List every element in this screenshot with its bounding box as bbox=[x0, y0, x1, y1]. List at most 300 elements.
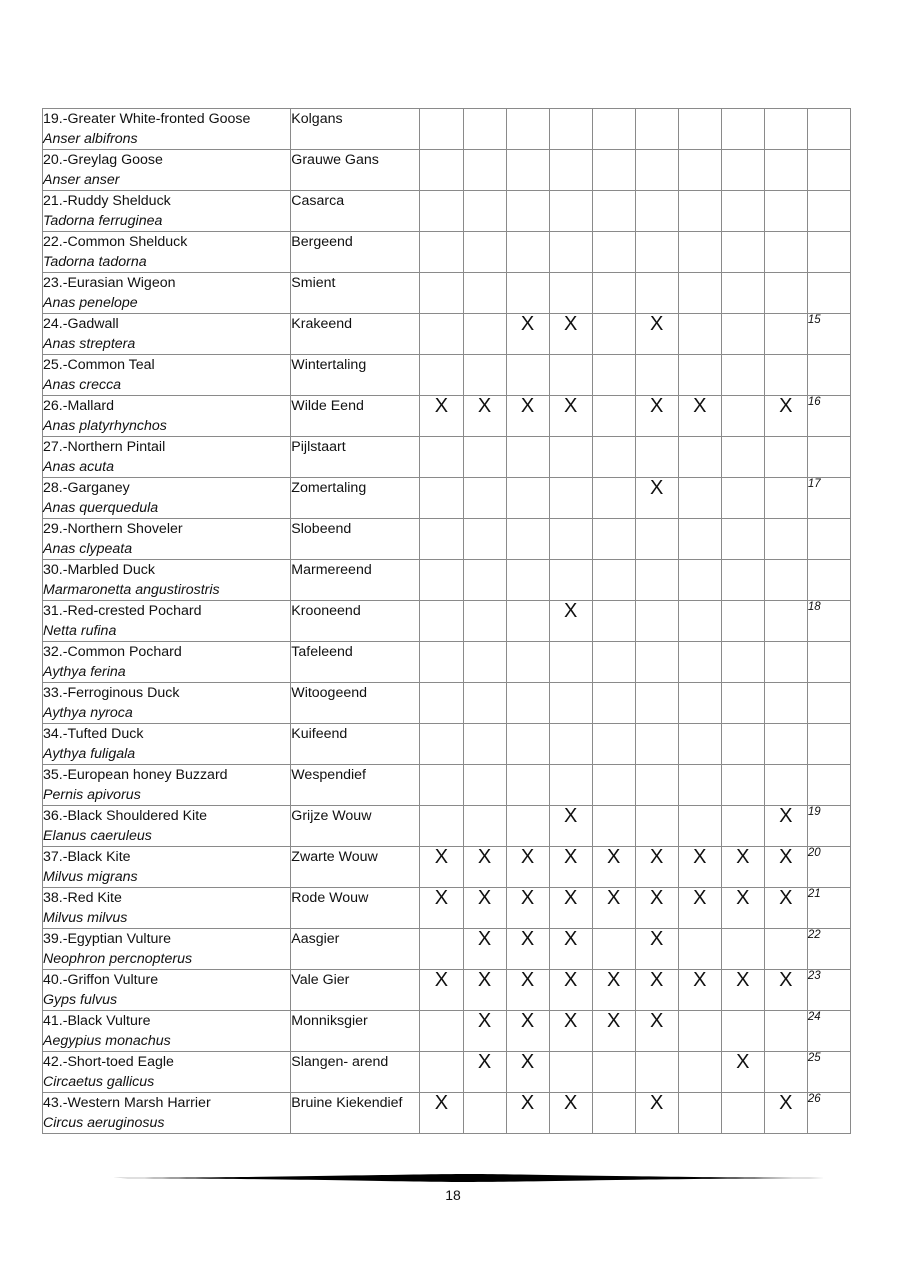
scientific-name: Anas clypeata bbox=[43, 541, 133, 557]
presence-mark bbox=[506, 519, 549, 560]
presence-mark bbox=[678, 724, 721, 765]
common-name: 40.-Griffon Vulture bbox=[43, 972, 159, 988]
scientific-name: Anas streptera bbox=[43, 336, 136, 352]
common-name: 20.-Greylag Goose bbox=[43, 152, 163, 168]
presence-mark bbox=[463, 601, 506, 642]
presence-mark: X bbox=[506, 1093, 549, 1134]
presence-mark bbox=[721, 109, 764, 150]
table-row bbox=[43, 1011, 851, 1052]
presence-mark bbox=[764, 642, 807, 683]
scientific-name: Anas crecca bbox=[43, 377, 122, 393]
table-row bbox=[43, 847, 851, 888]
presence-mark bbox=[764, 273, 807, 314]
presence-mark: X bbox=[764, 888, 807, 929]
dutch-name: Wintertaling bbox=[291, 355, 420, 396]
presence-mark bbox=[635, 806, 678, 847]
scientific-name: Anser anser bbox=[43, 172, 120, 188]
presence-mark bbox=[549, 355, 592, 396]
presence-mark bbox=[463, 109, 506, 150]
presence-mark bbox=[506, 150, 549, 191]
table-row bbox=[43, 232, 851, 273]
presence-mark bbox=[721, 683, 764, 724]
presence-mark bbox=[506, 765, 549, 806]
presence-mark bbox=[420, 1011, 463, 1052]
presence-mark bbox=[721, 232, 764, 273]
presence-mark bbox=[721, 150, 764, 191]
presence-mark bbox=[635, 683, 678, 724]
common-name: 43.-Western Marsh Harrier bbox=[43, 1095, 211, 1111]
species-table bbox=[42, 108, 851, 1134]
presence-mark bbox=[678, 929, 721, 970]
dutch-name: Zomertaling bbox=[291, 478, 420, 519]
presence-mark bbox=[764, 437, 807, 478]
footnote-ref: 25 bbox=[807, 1052, 850, 1093]
presence-mark bbox=[721, 273, 764, 314]
common-name: 29.-Northern Shoveler bbox=[43, 521, 183, 537]
presence-mark bbox=[635, 519, 678, 560]
presence-mark bbox=[592, 560, 635, 601]
scientific-name: Marmaronetta angustirostris bbox=[43, 582, 220, 598]
species-name-cell bbox=[43, 888, 291, 929]
scientific-name: Aythya nyroca bbox=[43, 705, 133, 721]
presence-mark: X bbox=[420, 888, 463, 929]
presence-mark: X bbox=[549, 970, 592, 1011]
common-name: 37.-Black Kite bbox=[43, 849, 131, 865]
scientific-name: Elanus caeruleus bbox=[43, 828, 152, 844]
presence-mark: X bbox=[463, 929, 506, 970]
presence-mark bbox=[721, 601, 764, 642]
table-row bbox=[43, 355, 851, 396]
presence-mark bbox=[420, 642, 463, 683]
presence-mark bbox=[592, 1093, 635, 1134]
common-name: 19.-Greater White-fronted Goose bbox=[43, 111, 251, 127]
presence-mark: X bbox=[506, 888, 549, 929]
presence-mark bbox=[420, 560, 463, 601]
presence-mark: X bbox=[549, 601, 592, 642]
presence-mark bbox=[764, 601, 807, 642]
presence-mark: X bbox=[764, 1093, 807, 1134]
species-name-cell bbox=[43, 560, 291, 601]
presence-mark bbox=[592, 232, 635, 273]
presence-mark bbox=[635, 150, 678, 191]
presence-mark: X bbox=[549, 806, 592, 847]
presence-mark bbox=[678, 1052, 721, 1093]
presence-mark: X bbox=[764, 806, 807, 847]
presence-mark bbox=[678, 601, 721, 642]
presence-mark: X bbox=[635, 478, 678, 519]
presence-mark bbox=[678, 437, 721, 478]
presence-mark bbox=[635, 601, 678, 642]
table-row bbox=[43, 765, 851, 806]
presence-mark bbox=[721, 1011, 764, 1052]
table-row bbox=[43, 970, 851, 1011]
scientific-name: Anas querquedula bbox=[43, 500, 159, 516]
footer-divider bbox=[113, 1173, 825, 1183]
table-row bbox=[43, 888, 851, 929]
presence-mark: X bbox=[635, 396, 678, 437]
presence-mark bbox=[592, 478, 635, 519]
species-name-cell bbox=[43, 724, 291, 765]
dutch-name: Slangen- arend bbox=[291, 1052, 420, 1093]
table-row bbox=[43, 519, 851, 560]
footnote-ref: 22 bbox=[807, 929, 850, 970]
presence-mark bbox=[506, 724, 549, 765]
table-row bbox=[43, 683, 851, 724]
species-name-cell bbox=[43, 273, 291, 314]
presence-mark: X bbox=[506, 1011, 549, 1052]
presence-mark bbox=[635, 437, 678, 478]
presence-mark bbox=[764, 1052, 807, 1093]
presence-mark bbox=[592, 642, 635, 683]
presence-mark bbox=[764, 150, 807, 191]
presence-mark bbox=[764, 683, 807, 724]
dutch-name: Marmereend bbox=[291, 560, 420, 601]
species-name-cell bbox=[43, 150, 291, 191]
presence-mark bbox=[635, 232, 678, 273]
presence-mark bbox=[549, 478, 592, 519]
presence-mark bbox=[764, 519, 807, 560]
presence-mark: X bbox=[678, 847, 721, 888]
presence-mark bbox=[549, 273, 592, 314]
presence-mark bbox=[678, 806, 721, 847]
presence-mark bbox=[463, 478, 506, 519]
presence-mark: X bbox=[678, 396, 721, 437]
presence-mark: X bbox=[592, 888, 635, 929]
scientific-name: Tadorna ferruginea bbox=[43, 213, 163, 229]
presence-mark bbox=[592, 314, 635, 355]
presence-mark bbox=[678, 478, 721, 519]
presence-mark bbox=[592, 765, 635, 806]
presence-mark bbox=[635, 191, 678, 232]
presence-mark: X bbox=[506, 929, 549, 970]
presence-mark bbox=[721, 806, 764, 847]
common-name: 25.-Common Teal bbox=[43, 357, 155, 373]
common-name: 34.-Tufted Duck bbox=[43, 726, 144, 742]
scientific-name: Anas acuta bbox=[43, 459, 114, 475]
presence-mark bbox=[592, 109, 635, 150]
presence-mark: X bbox=[635, 970, 678, 1011]
presence-mark bbox=[592, 396, 635, 437]
presence-mark: X bbox=[463, 847, 506, 888]
presence-mark bbox=[420, 683, 463, 724]
table-row bbox=[43, 560, 851, 601]
presence-mark bbox=[420, 724, 463, 765]
common-name: 22.-Common Shelduck bbox=[43, 234, 188, 250]
presence-mark bbox=[549, 1052, 592, 1093]
presence-mark bbox=[678, 273, 721, 314]
scientific-name: Milvus migrans bbox=[43, 869, 138, 885]
presence-mark: X bbox=[549, 1093, 592, 1134]
footnote-ref bbox=[807, 232, 850, 273]
common-name: 32.-Common Pochard bbox=[43, 644, 182, 660]
table-row bbox=[43, 191, 851, 232]
presence-mark bbox=[764, 929, 807, 970]
presence-mark bbox=[678, 519, 721, 560]
presence-mark: X bbox=[635, 929, 678, 970]
scientific-name: Aythya fuligala bbox=[43, 746, 136, 762]
table-row bbox=[43, 396, 851, 437]
dutch-name: Tafeleend bbox=[291, 642, 420, 683]
presence-mark bbox=[549, 191, 592, 232]
presence-mark: X bbox=[721, 888, 764, 929]
dutch-name: Casarca bbox=[291, 191, 420, 232]
common-name: 28.-Garganey bbox=[43, 480, 130, 496]
dutch-name: Wilde Eend bbox=[291, 396, 420, 437]
presence-mark bbox=[635, 1052, 678, 1093]
presence-mark bbox=[721, 437, 764, 478]
presence-mark bbox=[635, 765, 678, 806]
presence-mark bbox=[420, 437, 463, 478]
common-name: 31.-Red-crested Pochard bbox=[43, 603, 202, 619]
presence-mark bbox=[549, 519, 592, 560]
presence-mark: X bbox=[420, 1093, 463, 1134]
presence-mark bbox=[549, 109, 592, 150]
common-name: 26.-Mallard bbox=[43, 398, 114, 414]
scientific-name: Anas penelope bbox=[43, 295, 138, 311]
presence-mark: X bbox=[635, 1011, 678, 1052]
presence-mark bbox=[420, 150, 463, 191]
footnote-ref bbox=[807, 519, 850, 560]
scientific-name: Anas platyrhynchos bbox=[43, 418, 167, 434]
presence-mark bbox=[463, 642, 506, 683]
common-name: 35.-European honey Buzzard bbox=[43, 767, 228, 783]
presence-mark bbox=[592, 519, 635, 560]
presence-mark bbox=[721, 1093, 764, 1134]
table-row bbox=[43, 601, 851, 642]
footnote-ref: 24 bbox=[807, 1011, 850, 1052]
presence-mark: X bbox=[549, 929, 592, 970]
presence-mark bbox=[721, 191, 764, 232]
presence-mark: X bbox=[678, 970, 721, 1011]
common-name: 27.-Northern Pintail bbox=[43, 439, 166, 455]
species-name-cell bbox=[43, 806, 291, 847]
dutch-name: Monniksgier bbox=[291, 1011, 420, 1052]
presence-mark: X bbox=[764, 970, 807, 1011]
presence-mark bbox=[463, 273, 506, 314]
presence-mark: X bbox=[549, 1011, 592, 1052]
dutch-name: Slobeend bbox=[291, 519, 420, 560]
common-name: 33.-Ferroginous Duck bbox=[43, 685, 180, 701]
footnote-ref: 15 bbox=[807, 314, 850, 355]
footnote-ref: 21 bbox=[807, 888, 850, 929]
presence-mark bbox=[463, 150, 506, 191]
presence-mark bbox=[678, 355, 721, 396]
dutch-name: Bruine Kiekendief bbox=[291, 1093, 420, 1134]
footnote-ref bbox=[807, 355, 850, 396]
presence-mark bbox=[721, 478, 764, 519]
scientific-name: Netta rufina bbox=[43, 623, 117, 639]
table-row bbox=[43, 478, 851, 519]
presence-mark bbox=[549, 437, 592, 478]
scientific-name: Milvus milvus bbox=[43, 910, 128, 926]
presence-mark bbox=[721, 765, 764, 806]
table-row bbox=[43, 1093, 851, 1134]
species-name-cell bbox=[43, 1093, 291, 1134]
presence-mark: X bbox=[635, 888, 678, 929]
table-row bbox=[43, 150, 851, 191]
presence-mark bbox=[721, 560, 764, 601]
footnote-ref: 26 bbox=[807, 1093, 850, 1134]
presence-mark bbox=[506, 109, 549, 150]
presence-mark: X bbox=[420, 847, 463, 888]
presence-mark: X bbox=[506, 847, 549, 888]
species-name-cell bbox=[43, 396, 291, 437]
species-name-cell bbox=[43, 355, 291, 396]
presence-mark: X bbox=[635, 847, 678, 888]
presence-mark bbox=[463, 232, 506, 273]
dutch-name: Vale Gier bbox=[291, 970, 420, 1011]
presence-mark bbox=[678, 109, 721, 150]
dutch-name: Krooneend bbox=[291, 601, 420, 642]
presence-mark bbox=[506, 560, 549, 601]
presence-mark: X bbox=[420, 396, 463, 437]
presence-mark bbox=[721, 929, 764, 970]
species-table-body bbox=[43, 109, 851, 1134]
species-name-cell bbox=[43, 683, 291, 724]
presence-mark: X bbox=[721, 1052, 764, 1093]
scientific-name: Anser albifrons bbox=[43, 131, 138, 147]
footnote-ref bbox=[807, 765, 850, 806]
presence-mark bbox=[463, 519, 506, 560]
species-name-cell bbox=[43, 970, 291, 1011]
species-name-cell bbox=[43, 478, 291, 519]
presence-mark bbox=[549, 683, 592, 724]
presence-mark bbox=[721, 642, 764, 683]
dutch-name: Smient bbox=[291, 273, 420, 314]
presence-mark bbox=[635, 724, 678, 765]
scientific-name: Aegypius monachus bbox=[43, 1033, 171, 1049]
presence-mark bbox=[420, 806, 463, 847]
presence-mark bbox=[506, 601, 549, 642]
presence-mark bbox=[506, 355, 549, 396]
scientific-name: Neophron percnopterus bbox=[43, 951, 193, 967]
presence-mark bbox=[721, 314, 764, 355]
presence-mark bbox=[764, 355, 807, 396]
presence-mark bbox=[764, 724, 807, 765]
footnote-ref: 20 bbox=[807, 847, 850, 888]
presence-mark bbox=[592, 1052, 635, 1093]
presence-mark bbox=[506, 478, 549, 519]
dutch-name: Zwarte Wouw bbox=[291, 847, 420, 888]
presence-mark bbox=[506, 273, 549, 314]
scientific-name: Circus aeruginosus bbox=[43, 1115, 165, 1131]
presence-mark: X bbox=[506, 1052, 549, 1093]
presence-mark: X bbox=[549, 847, 592, 888]
presence-mark bbox=[549, 560, 592, 601]
presence-mark bbox=[506, 232, 549, 273]
scientific-name: Pernis apivorus bbox=[43, 787, 141, 803]
presence-mark bbox=[678, 314, 721, 355]
presence-mark bbox=[764, 191, 807, 232]
common-name: 38.-Red Kite bbox=[43, 890, 122, 906]
species-name-cell bbox=[43, 847, 291, 888]
presence-mark: X bbox=[506, 314, 549, 355]
species-name-cell bbox=[43, 765, 291, 806]
common-name: 24.-Gadwall bbox=[43, 316, 119, 332]
presence-mark bbox=[678, 560, 721, 601]
species-name-cell bbox=[43, 109, 291, 150]
presence-mark: X bbox=[463, 1052, 506, 1093]
presence-mark: X bbox=[678, 888, 721, 929]
presence-mark: X bbox=[764, 847, 807, 888]
table-row bbox=[43, 642, 851, 683]
presence-mark: X bbox=[721, 970, 764, 1011]
presence-mark bbox=[592, 806, 635, 847]
common-name: 23.-Eurasian Wigeon bbox=[43, 275, 176, 291]
presence-mark bbox=[764, 560, 807, 601]
presence-mark bbox=[592, 150, 635, 191]
presence-mark bbox=[592, 929, 635, 970]
dutch-name: Aasgier bbox=[291, 929, 420, 970]
footnote-ref bbox=[807, 437, 850, 478]
species-name-cell bbox=[43, 1052, 291, 1093]
presence-mark bbox=[678, 683, 721, 724]
table-row bbox=[43, 314, 851, 355]
presence-mark bbox=[678, 150, 721, 191]
presence-mark: X bbox=[506, 970, 549, 1011]
species-name-cell bbox=[43, 1011, 291, 1052]
presence-mark bbox=[635, 642, 678, 683]
species-name-cell bbox=[43, 437, 291, 478]
presence-mark bbox=[592, 724, 635, 765]
presence-mark bbox=[420, 109, 463, 150]
dutch-name: Kuifeend bbox=[291, 724, 420, 765]
presence-mark bbox=[592, 191, 635, 232]
species-name-cell bbox=[43, 929, 291, 970]
presence-mark bbox=[678, 1011, 721, 1052]
presence-mark bbox=[420, 601, 463, 642]
table-row bbox=[43, 273, 851, 314]
footnote-ref bbox=[807, 683, 850, 724]
scientific-name: Circaetus gallicus bbox=[43, 1074, 155, 1090]
presence-mark bbox=[678, 765, 721, 806]
presence-mark bbox=[420, 355, 463, 396]
presence-mark: X bbox=[721, 847, 764, 888]
species-name-cell bbox=[43, 601, 291, 642]
presence-mark bbox=[420, 929, 463, 970]
common-name: 30.-Marbled Duck bbox=[43, 562, 155, 578]
dutch-name: Pijlstaart bbox=[291, 437, 420, 478]
presence-mark bbox=[463, 355, 506, 396]
presence-mark bbox=[463, 1093, 506, 1134]
footnote-ref: 18 bbox=[807, 601, 850, 642]
footnote-ref bbox=[807, 560, 850, 601]
presence-mark: X bbox=[506, 396, 549, 437]
presence-mark bbox=[678, 191, 721, 232]
table-row bbox=[43, 724, 851, 765]
presence-mark bbox=[463, 806, 506, 847]
presence-mark bbox=[463, 437, 506, 478]
presence-mark bbox=[592, 273, 635, 314]
presence-mark bbox=[592, 601, 635, 642]
presence-mark bbox=[721, 355, 764, 396]
presence-mark bbox=[506, 191, 549, 232]
table-row bbox=[43, 437, 851, 478]
presence-mark bbox=[506, 642, 549, 683]
common-name: 41.-Black Vulture bbox=[43, 1013, 151, 1029]
presence-mark: X bbox=[549, 396, 592, 437]
presence-mark bbox=[764, 232, 807, 273]
table-row bbox=[43, 1052, 851, 1093]
presence-mark bbox=[506, 806, 549, 847]
presence-mark bbox=[764, 109, 807, 150]
presence-mark: X bbox=[592, 970, 635, 1011]
dutch-name: Rode Wouw bbox=[291, 888, 420, 929]
presence-mark: X bbox=[592, 1011, 635, 1052]
scientific-name: Aythya ferina bbox=[43, 664, 126, 680]
footnote-ref bbox=[807, 150, 850, 191]
presence-mark: X bbox=[463, 1011, 506, 1052]
